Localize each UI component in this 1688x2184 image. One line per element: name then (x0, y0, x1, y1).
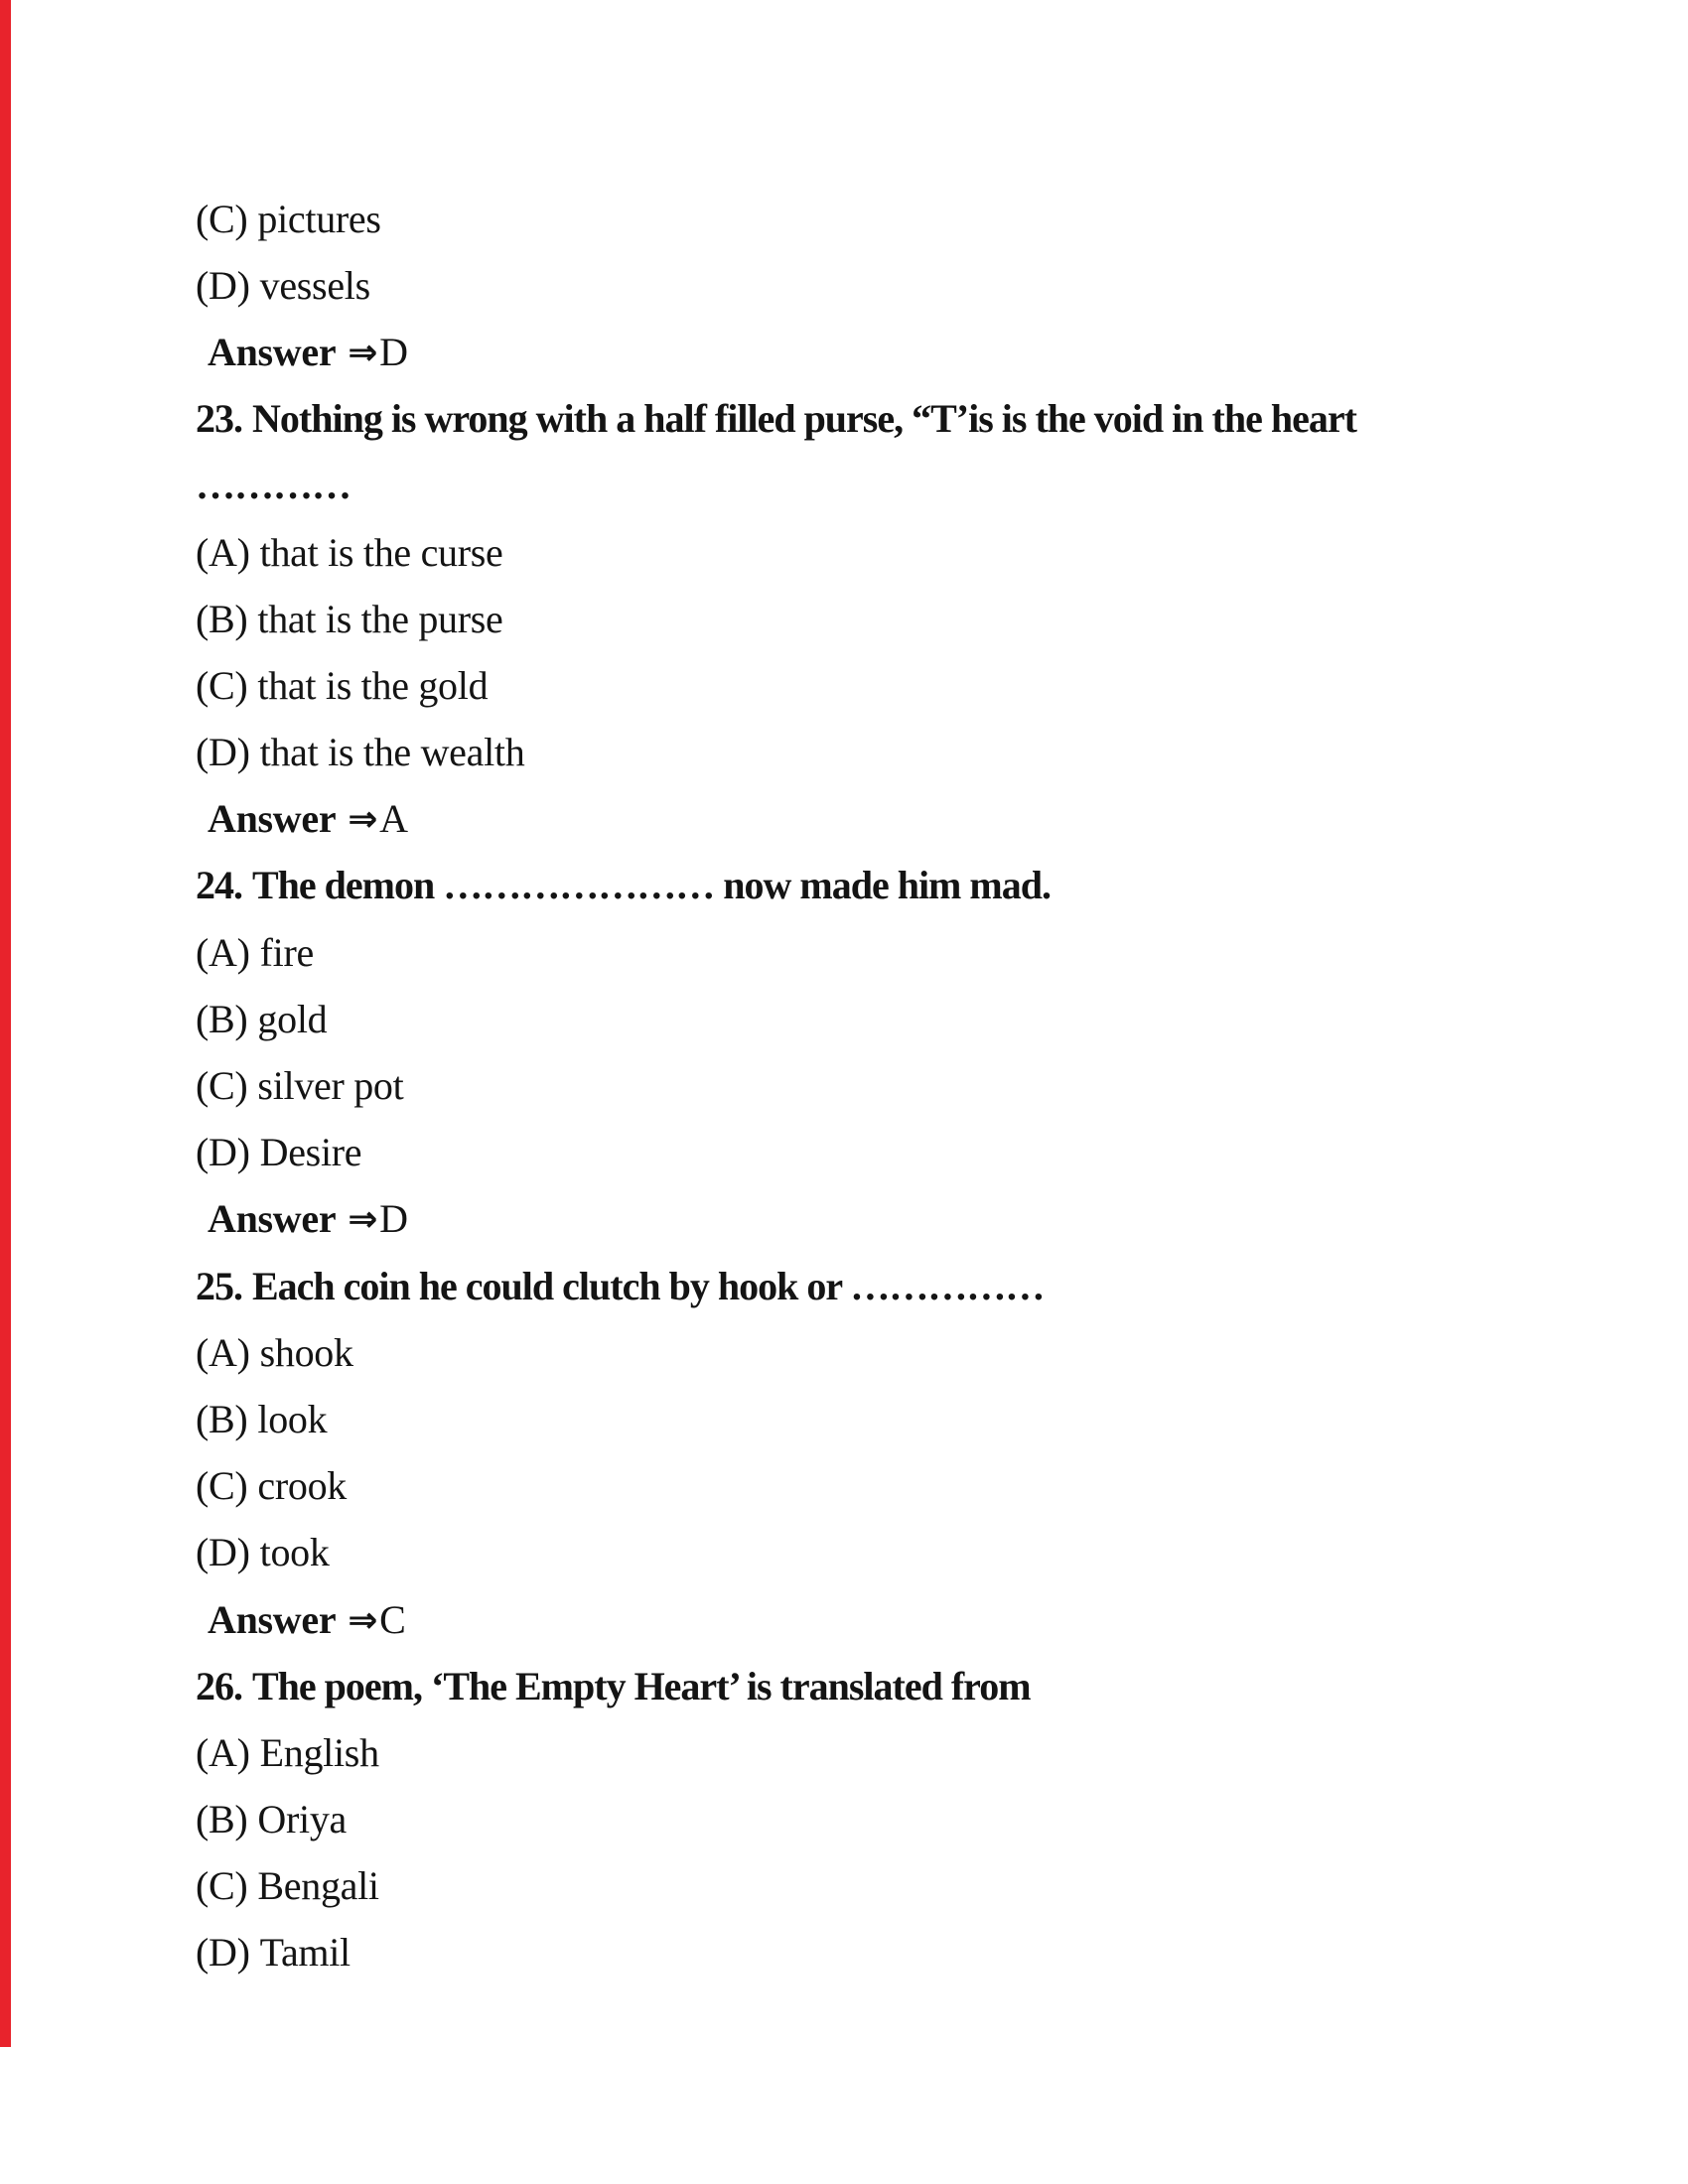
dots-text: ………… (196, 463, 351, 508)
option-key: (A) (196, 929, 250, 975)
option-text: fire (259, 929, 314, 975)
option-text: silver pot (257, 1063, 404, 1109)
answer-label: Answer (208, 796, 337, 842)
option-key: (B) (196, 1396, 248, 1441)
option-text: took (259, 1530, 330, 1575)
option-key: (C) (196, 662, 248, 708)
option-line (196, 586, 1579, 652)
option-line (196, 519, 1579, 586)
option-key: (C) (196, 1463, 248, 1509)
double-arrow-icon: ⇒ (348, 332, 378, 373)
question-line (196, 853, 1579, 919)
option-text: crook (257, 1463, 347, 1509)
option-line (196, 919, 1579, 986)
option-text: pictures (257, 196, 381, 241)
option-line (196, 252, 1579, 319)
option-key: (A) (196, 1329, 250, 1375)
answer-letter: A (379, 796, 408, 842)
option-text: Oriya (257, 1797, 347, 1843)
option-text: gold (257, 996, 328, 1041)
option-text: that is the curse (259, 529, 503, 575)
double-arrow-icon: ⇒ (348, 1599, 378, 1641)
option-line (196, 1120, 1579, 1186)
double-arrow-icon: ⇒ (348, 799, 378, 841)
option-key: (D) (196, 730, 250, 775)
option-text: that is the wealth (259, 730, 525, 775)
option-line (196, 1719, 1579, 1786)
option-text: Desire (259, 1130, 362, 1175)
option-key: (A) (196, 1729, 250, 1775)
question-line (196, 1253, 1579, 1319)
answer-line (196, 1186, 1579, 1253)
option-key: (A) (196, 529, 250, 575)
question-text: The poem, ‘The Empty Heart’ is translated from (252, 1663, 1031, 1708)
answer-letter: D (379, 1196, 408, 1242)
left-red-bar (0, 0, 11, 2047)
question-number: 24. (196, 863, 242, 908)
question-text: Each coin he could clutch by hook or …………… (252, 1263, 1045, 1308)
option-key: (C) (196, 1063, 248, 1109)
question-number: 23. (196, 396, 242, 442)
answer-label: Answer (208, 329, 337, 374)
option-line (196, 1319, 1579, 1386)
option-line (196, 186, 1579, 252)
answer-letter: D (379, 329, 408, 374)
answer-line (196, 1586, 1579, 1653)
option-text: Bengali (257, 1863, 379, 1909)
option-key: (C) (196, 196, 248, 241)
option-key: (D) (196, 1530, 250, 1575)
question-text: Nothing is wrong with a half filled purse, “T’is is the void in the heart (252, 396, 1356, 442)
option-line (196, 720, 1579, 786)
option-line (196, 1787, 1579, 1853)
option-line (196, 652, 1579, 719)
question-wrap-dots (196, 453, 1579, 519)
option-key: (B) (196, 1797, 248, 1843)
question-number: 26. (196, 1663, 242, 1708)
option-text: that is the gold (257, 662, 489, 708)
option-key: (B) (196, 996, 248, 1041)
option-text: Tamil (259, 1930, 351, 1976)
option-text: shook (259, 1329, 353, 1375)
answer-label: Answer (208, 1196, 337, 1242)
question-text: The demon ………………… now made him mad. (252, 863, 1051, 908)
option-key: (B) (196, 596, 248, 641)
option-text: vessels (259, 262, 370, 308)
option-line (196, 986, 1579, 1052)
option-text: that is the purse (257, 596, 503, 641)
answer-letter: C (379, 1596, 406, 1642)
double-arrow-icon: ⇒ (348, 1199, 378, 1241)
answer-line (196, 786, 1579, 853)
option-key: (C) (196, 1863, 248, 1909)
question-list (196, 186, 1579, 1986)
option-text: look (257, 1396, 328, 1441)
option-line (196, 1453, 1579, 1520)
option-line (196, 1052, 1579, 1119)
question-number: 25. (196, 1263, 242, 1308)
option-key: (D) (196, 262, 250, 308)
option-line (196, 1386, 1579, 1452)
answer-label: Answer (208, 1596, 337, 1642)
question-line (196, 386, 1579, 453)
answer-line (196, 319, 1579, 385)
option-line (196, 1853, 1579, 1920)
option-line (196, 1520, 1579, 1586)
question-line (196, 1653, 1579, 1719)
option-key: (D) (196, 1130, 250, 1175)
option-text: English (259, 1729, 379, 1775)
option-line (196, 1920, 1579, 1986)
option-key: (D) (196, 1930, 250, 1976)
